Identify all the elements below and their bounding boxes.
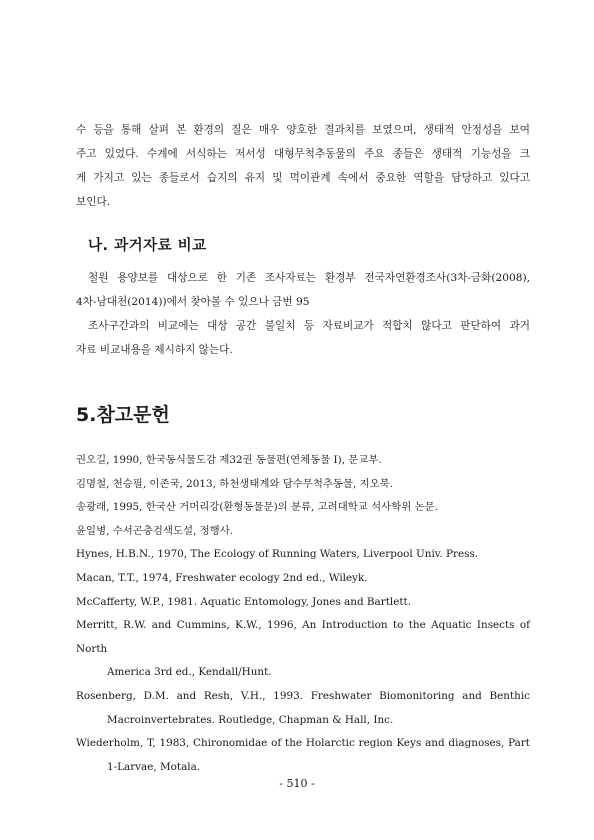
reference-line: McCafferty, W.P., 1981. Aquatic Entomology, Jones and Bartlett. [76,595,412,608]
section-heading: 5.참고문헌 [76,404,170,426]
intro-line: 주고 있었다. 수계에 서식하는 저서성 대형무척추동물의 주요 종들은 생태적 기능성을 크 [76,148,530,160]
reference-line: Hynes, H.B.N., 1970, The Ecology of Running Waters, Liverpool Univ. Press. [76,548,479,561]
intro-line: 수 등을 통해 살펴 본 환경의 질은 매우 양호한 결과치를 보였으며, 생태적 안정성을 보여 [76,124,530,136]
reference-item [76,567,530,591]
reference-item [76,614,530,685]
reference-line: Macan, T.T., 1974, Freshwater ecology 2nd ed., Wileyk. [76,571,368,584]
comparison-line: 조사구간과의 비교에는 대상 공간 불일치 등 자료비교가 적합치 않다고 판단하여 과거 [88,320,530,332]
reference-item [76,732,530,779]
reference-list [76,449,530,779]
comparison-line: 자료 비교내용을 제시하지 않는다. [76,344,233,356]
subsection-heading: 나. 과거자료 비교 [88,238,207,254]
reference-line: Rosenberg, D.M. and Resh, V.H., 1993. Freshwater Biomonitoring and Benthic [76,689,530,702]
reference-item [76,543,530,567]
page-number: - 510 - [279,777,315,790]
comparison-paragraph [76,266,530,362]
intro-paragraph [76,118,530,214]
intro-line: 게 가지고 있는 종들로서 습지의 유지 및 먹이관계 속에서 중요한 역할을 담당하고 있다고 [76,172,530,184]
reference-item [76,473,530,497]
reference-line: 윤일병, 수서곤충검색도설, 정행사. [76,524,234,537]
intro-line: 보인다. [76,196,111,208]
reference-line: America 3rd ed., Kendall/Hunt. [107,666,272,679]
comparison-line: 철원 용양보를 대상으로 한 기존 조사자료는 환경부 전국자연환경조사(3차-금화(2008), [88,272,530,284]
reference-line: Wiederholm, T, 1983, Chironomidae of the Holarctic region Keys and diagnoses, Part [76,737,530,750]
reference-line: 권오길, 1990, 한국동식물도감 제32권 동물편(연체동물 I), 문교부. [76,454,382,466]
reference-item [76,496,530,520]
reference-item [76,520,530,544]
reference-item [76,591,530,615]
reference-line: Macroinvertebrates. Routledge, Chapman & Hall, Inc. [107,713,394,726]
reference-item [76,685,530,732]
reference-line: 김명철, 천승필, 이존국, 2013, 하천생태계와 담수무척추동물, 지오북. [76,477,394,490]
reference-item [76,449,530,473]
reference-line: Merritt, R.W. and Cummins, K.W., 1996, An Introduction to the Aquatic Insects of North [76,619,530,655]
reference-line: 송광래, 1995, 한국산 거머리강(환형동물문)의 분류, 고려대학교 석사학위 논문. [76,501,438,514]
reference-line: 1-Larvae, Motala. [107,760,201,773]
comparison-line: 4차-남대천(2014))에서 찾아볼 수 있으나 금번 95 [76,296,310,308]
